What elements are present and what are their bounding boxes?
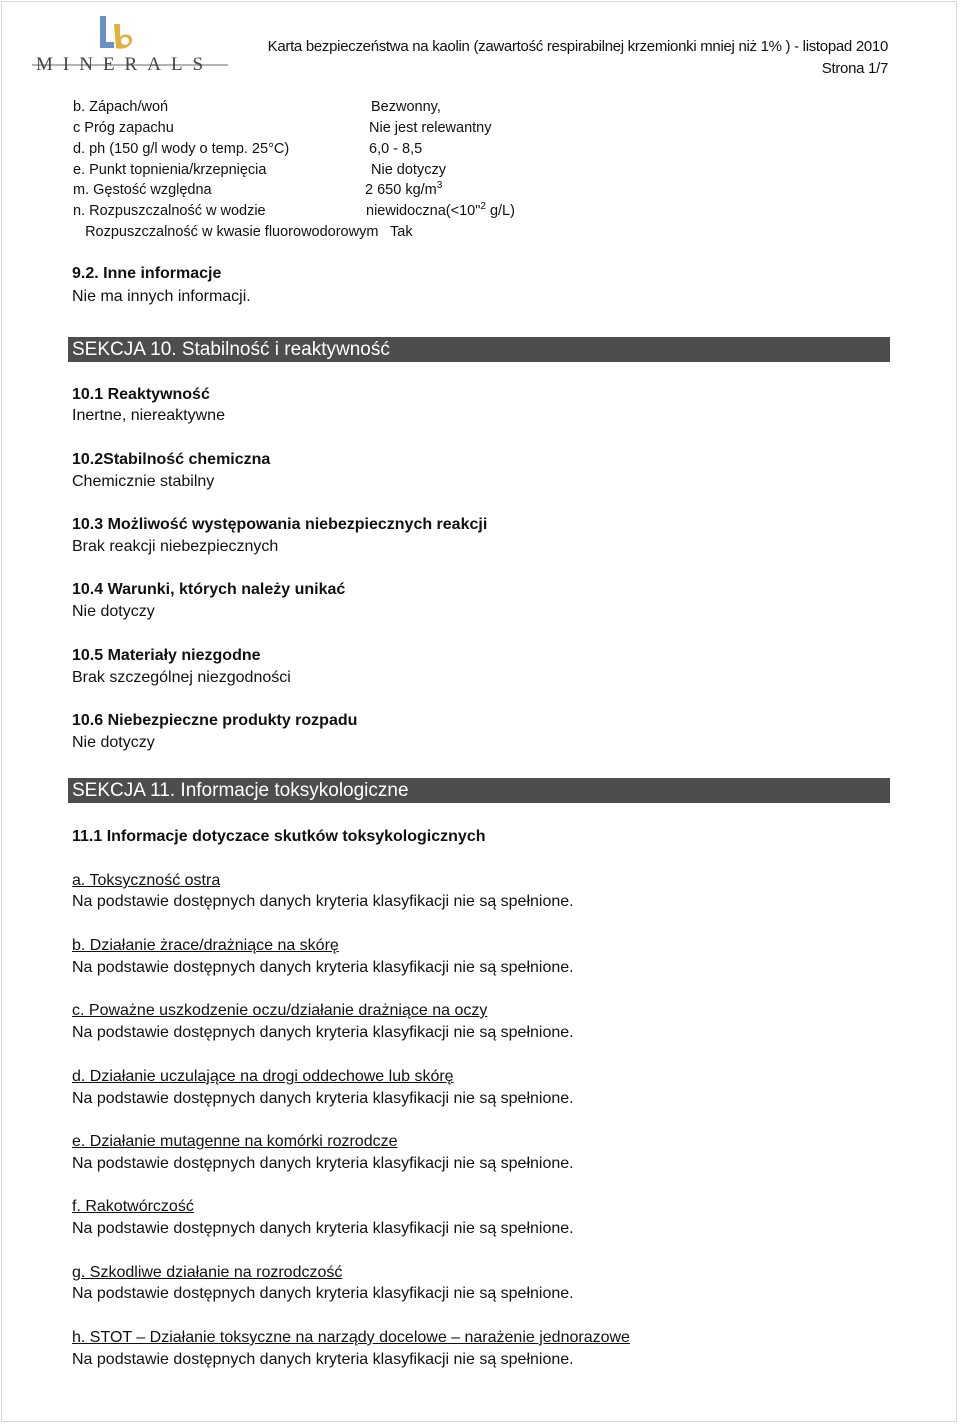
toxicology-item-heading: h. STOT – Działanie toksyczne na narządy docelowe – narażenie jednorazowe [72, 1329, 630, 1346]
section-text: Nie dotyczy [72, 734, 155, 751]
document-title: Karta bezpieczeństwa na kaolin (zawartość respirabilnej krzemionki mniej niż 1% ) - listopad 2010 [267, 38, 888, 55]
page-number: Strona 1/7 [821, 60, 888, 77]
section-text: Inertne, niereaktywne [72, 407, 225, 424]
property-value: 2 650 kg/m [365, 182, 437, 198]
property-label: m. Gęstość względna [73, 182, 212, 198]
property-sup: 2 [480, 201, 486, 213]
section-heading: 10.2Stabilność chemiczna [72, 451, 271, 468]
property-value: niewidoczna(<10" [366, 203, 481, 219]
toxicology-item-heading: a. Toksyczność ostra [72, 872, 221, 889]
property-label: b. Zápach/woń [73, 99, 169, 115]
toxicology-item-heading: c. Poważne uszkodzenie oczu/działanie drażniące na oczy [72, 1002, 488, 1019]
section-heading: 9.2. Inne informacje [72, 265, 222, 282]
section-text: Brak reakcji niebezpiecznych [72, 538, 279, 555]
toxicology-item-text: Na podstawie dostępnych danych kryteria klasyfikacji nie są spełnione. [72, 1285, 574, 1302]
toxicology-item-text: Na podstawie dostępnych danych kryteria klasyfikacji nie są spełnione. [72, 893, 574, 910]
toxicology-item-text: Na podstawie dostępnych danych kryteria klasyfikacji nie są spełnione. [72, 1024, 574, 1041]
property-label: c Próg zapachu [73, 120, 174, 136]
property-value: Nie jest relewantny [369, 120, 492, 136]
section-heading: 10.1 Reaktywność [72, 386, 210, 403]
section-heading: 10.4 Warunki, których należy unikać [72, 581, 346, 598]
toxicology-item-heading: b. Działanie żrace/drażniące na skórę [72, 937, 339, 954]
property-value: Tak [390, 224, 413, 240]
section-heading: 11.1 Informacje dotyczace skutków toksykologicznych [72, 828, 486, 845]
section-text: Chemicznie stabilny [72, 473, 215, 490]
toxicology-item-text: Na podstawie dostępnych danych kryteria klasyfikacji nie są spełnione. [72, 959, 574, 976]
toxicology-item-heading: f. Rakotwórczość [72, 1198, 194, 1215]
toxicology-item-text: Na podstawie dostępnych danych kryteria klasyfikacji nie są spełnione. [72, 1155, 574, 1172]
section-heading: 10.5 Materiały niezgodne [72, 647, 261, 664]
property-label: Rozpuszczalność w kwasie fluorowodorowym [73, 224, 379, 240]
toxicology-item-text: Na podstawie dostępnych danych kryteria klasyfikacji nie są spełnione. [72, 1090, 574, 1107]
toxicology-item-heading: e. Działanie mutagenne na komórki rozrodcze [72, 1133, 398, 1150]
toxicology-item-text: Na podstawie dostępnych danych kryteria klasyfikacji nie są spełnione. [72, 1220, 574, 1237]
section-text: Brak szczególnej niezgodności [72, 669, 291, 686]
toxicology-item-heading: g. Szkodliwe działanie na rozrodczość [72, 1264, 343, 1281]
toxicology-item-text: Na podstawie dostępnych danych kryteria klasyfikacji nie są spełnione. [72, 1351, 574, 1368]
property-label: n. Rozpuszczalność w wodzie [73, 203, 266, 219]
section-text: Nie dotyczy [72, 603, 155, 620]
section-heading: 10.3 Możliwość występowania niebezpiecznych reakcji [72, 516, 488, 533]
property-value: Bezwonny, [371, 99, 441, 115]
property-sup: 3 [436, 180, 443, 192]
logo-text: MINERALS [36, 54, 214, 75]
property-value: Nie dotyczy [371, 162, 446, 178]
property-value: 6,0 - 8,5 [369, 141, 423, 157]
toxicology-item-heading: d. Działanie uczulające na drogi oddechowe lub skórę [72, 1068, 454, 1085]
property-label: e. Punkt topnienia/krzepnięcia [73, 162, 267, 178]
section-11-bar: SEKCJA 11. Informacje toksykologiczne [68, 778, 890, 803]
section-10-bar: SEKCJA 10. Stabilność i reaktywność [68, 337, 890, 362]
section-heading: 10.6 Niebezpieczne produkty rozpadu [72, 712, 358, 729]
section-text: Nie ma innych informacji. [72, 288, 251, 305]
property-value-suffix: g/L) [485, 203, 515, 219]
property-label: d. ph (150 g/l wody o temp. 25°C) [73, 141, 290, 157]
